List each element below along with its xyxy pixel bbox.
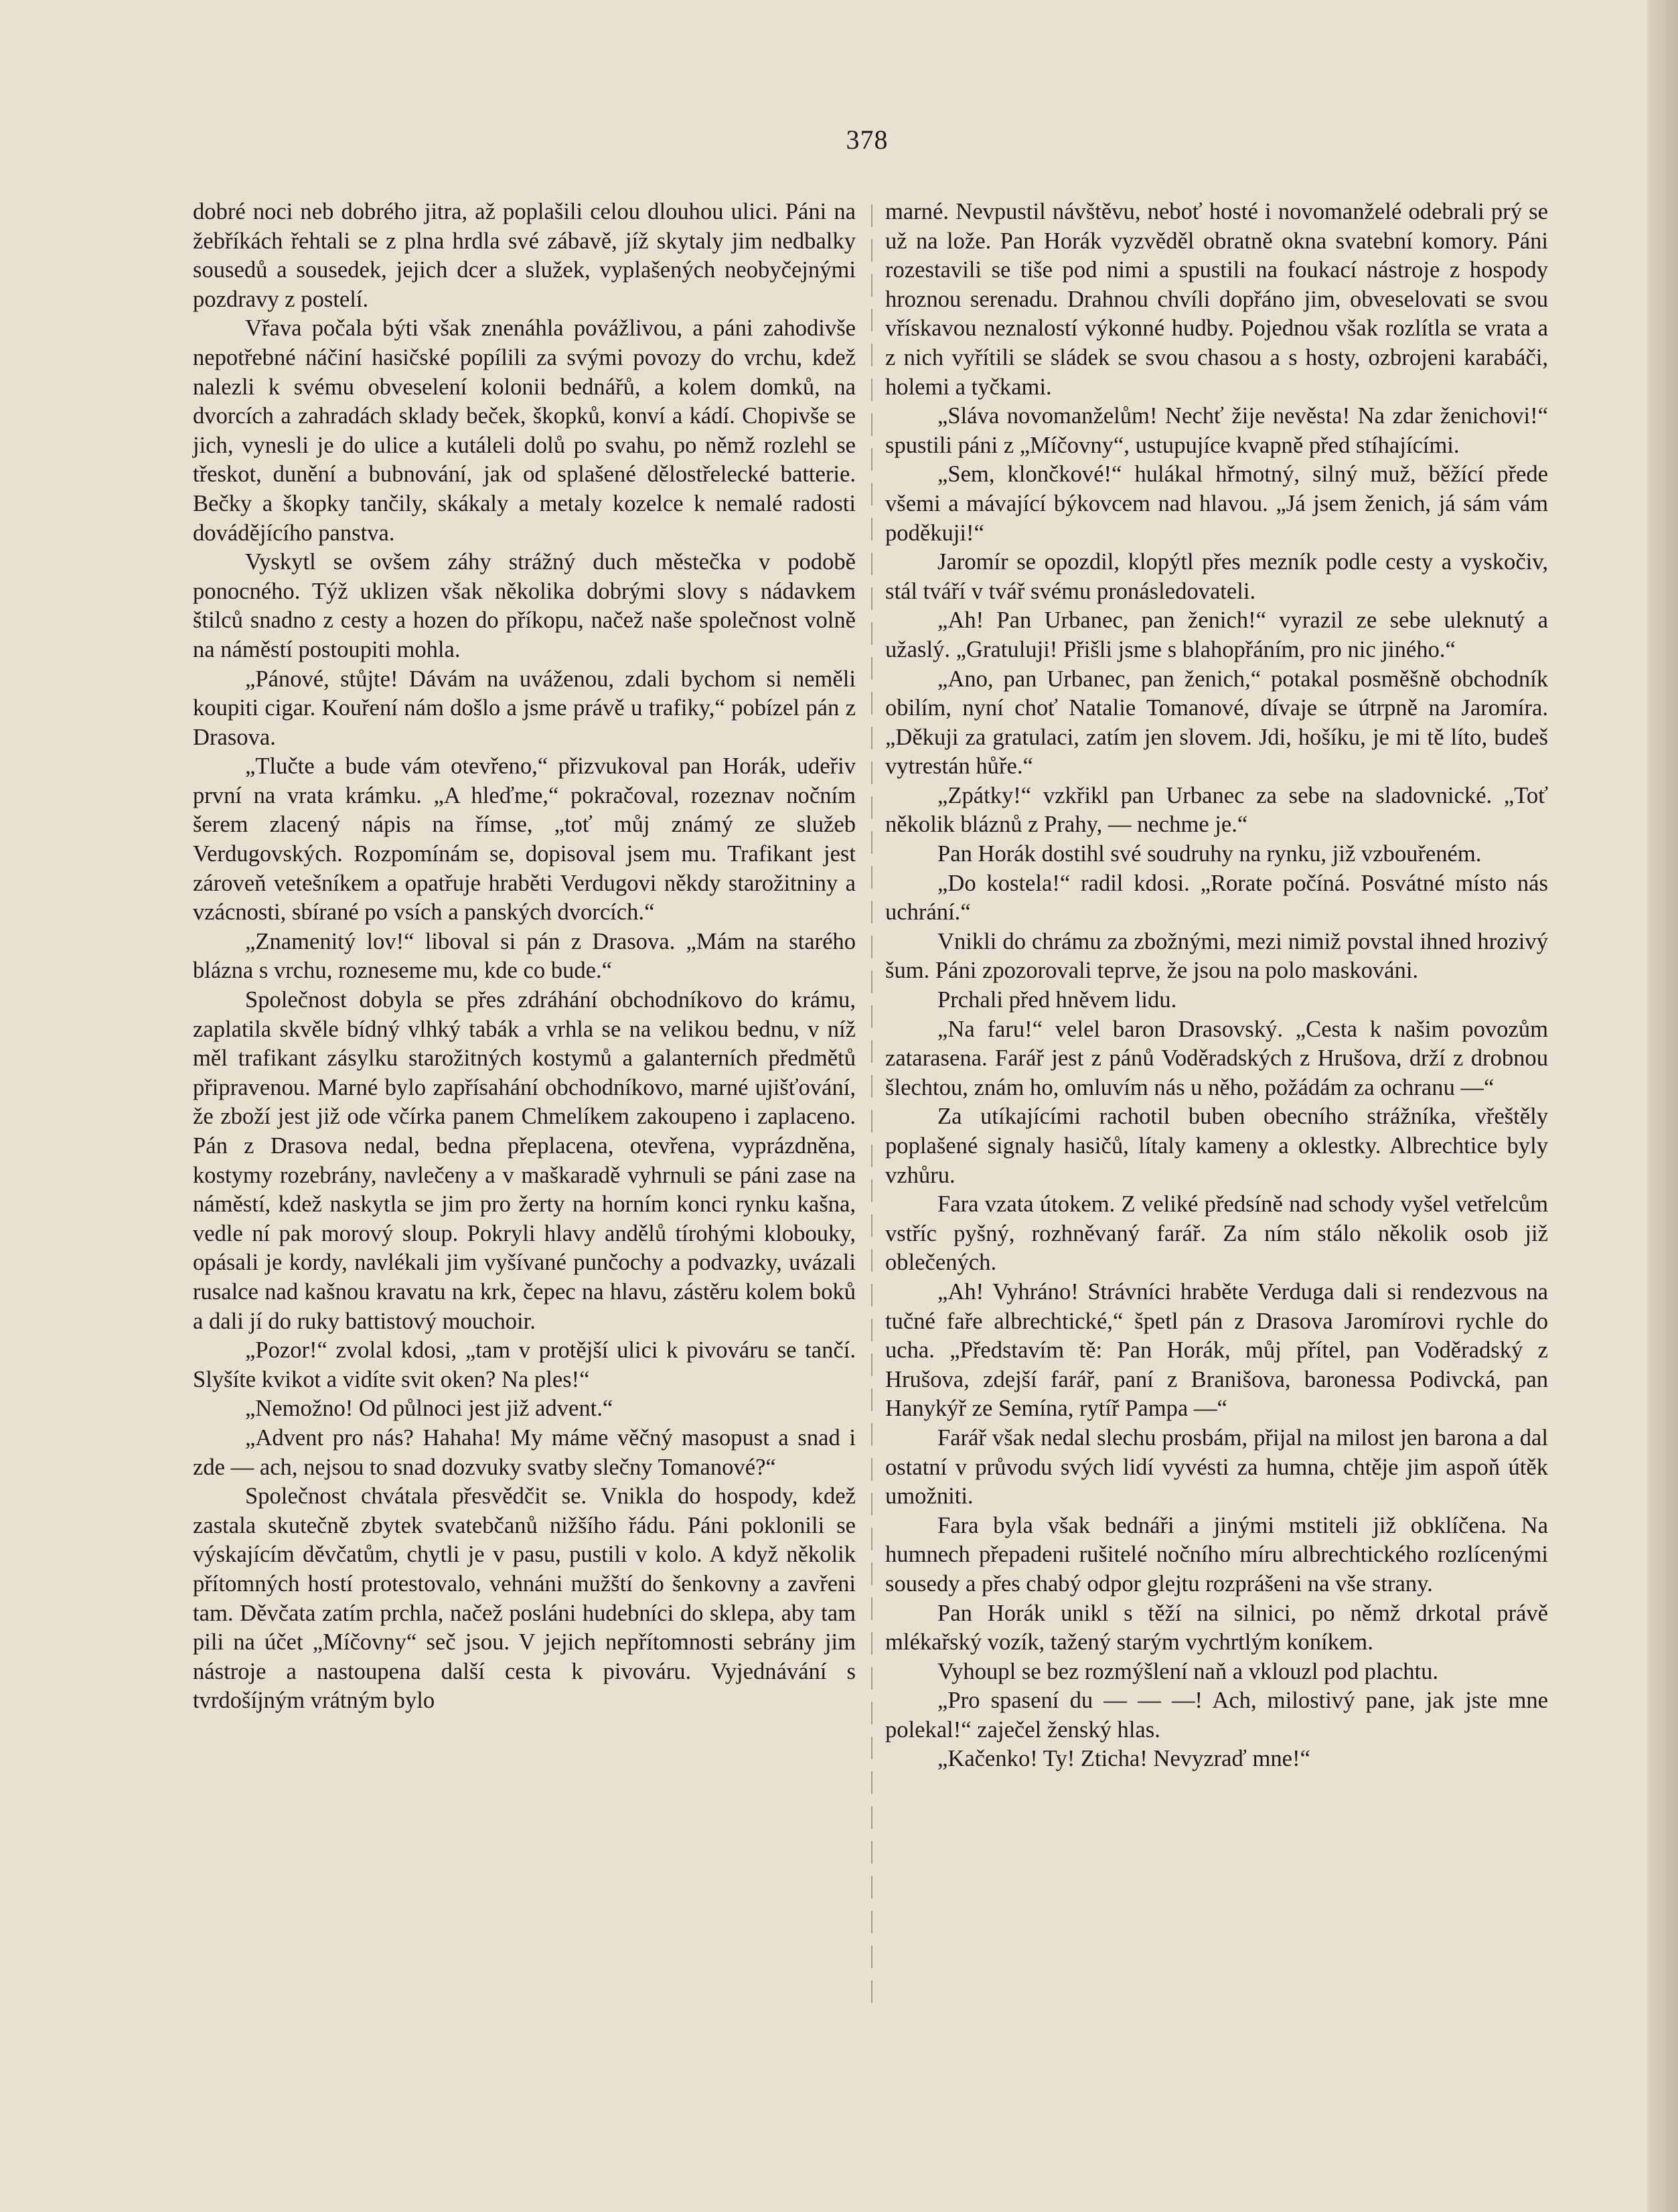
paragraph: Farář však nedal slechu prosbám, přijal na milost jen barona a dal ostatní v průvodu svých lidí vyvésti za humna, chtěje jim aspoň útěk umožniti. (885, 1424, 1548, 1509)
paragraph: Vyskytl se ovšem záhy strážný duch městečka v podobě ponocného. Týž uklizen však několika dobrými slovy s nádavkem štilců snadno z cesty a hozen do příkopu, načež naše společnost volně na náměstí postoupiti mohla. (193, 549, 856, 662)
paragraph: Fara vzata útokem. Z veliké předsíně nad schody vyšel vetřelcům vstříc pyšný, rozhněvaný farář. Za ním stálo několik osob již oblečených. (885, 1191, 1548, 1276)
paragraph: Vyhoupl se bez rozmýšlení naň a vklouzl pod plachtu. (937, 1658, 1439, 1684)
paragraph: „Ah! Vyhráno! Strávníci hraběte Verduga dali si rendezvous na tučné faře albrechtické,“ špetl pán z Drasova Jaromírovi rychle do ucha. „Představím tě: Pan Horák, můj přítel, pan Voděradský z Hrušova, zdejší farář, paní z Branišova, baronessa Podivcká, pan Hanykýř ze Semína, rytíř Pampa —“ (885, 1278, 1548, 1422)
page-edge-shadow (1647, 0, 1678, 2212)
paragraph: „Do kostela!“ radil kdosi. „Rorate počíná. Posvátné místo nás uchrání.“ (885, 870, 1548, 926)
column-divider (871, 204, 872, 2006)
paragraph: Jaromír se opozdil, klopýtl přes mezník podle cesty a vyskočiv, stál tváří v tvář svému pronásledovateli. (885, 549, 1548, 604)
paragraph: „Pozor!“ zvolal kdosi, „tam v protější ulici k pivováru se tančí. Slyšíte kvikot a vidíte svit oken? Na ples!“ (193, 1337, 856, 1392)
paragraph: „Zpátky!“ vzkřikl pan Urbanec za sebe na sladovnické. „Toť několik bláznů z Prahy, — nechme je.“ (885, 782, 1548, 838)
paragraph: „Pro spasení du — — —! Ach, milostivý pane, jak jste mne polekal!“ zaječel ženský hlas. (885, 1688, 1548, 1743)
paragraph: „Advent pro nás? Hahaha! My máme věčný masopust a snad i zde — ach, nejsou to snad dozvuky svatby slečny Tomanové?“ (193, 1424, 856, 1480)
page-number: 378 (846, 125, 889, 155)
paragraph: „Sláva novomanželům! Nechť žije nevěsta! Na zdar ženichovi!“ spustili páni z „Míčovny“, ustupujíce kvapně před stíhajícími. (885, 403, 1548, 458)
paragraph: „Ah! Pan Urbanec, pan ženich!“ vyrazil ze sebe uleknutý a užaslý. „Gratuluji! Přišli jsme s blahopřáním, pro nic jiného.“ (885, 607, 1548, 662)
paragraph: Vnikli do chrámu za zbožnými, mezi nimiž povstal ihned hrozivý šum. Páni zpozorovali teprve, že jsou na polo maskováni. (885, 928, 1548, 984)
paragraph: „Nemožno! Od půlnoci jest již advent.“ (245, 1396, 613, 1422)
right-text-column (885, 198, 1548, 1774)
paragraph: Pan Horák unikl s těží na silnici, po němž drkotal právě mlékařský vozík, tažený starým vychrtlým koníkem. (885, 1600, 1548, 1655)
paragraph: Prchali před hněvem lidu. (937, 987, 1177, 1013)
left-text-column (193, 198, 856, 1716)
paragraph: „Znamenitý lov!“ liboval si pán z Drasova. „Mám na starého blázna s vrchu, rozneseme mu, kde co bude.“ (193, 928, 856, 984)
paragraph: „Pánové, stůjte! Dávám na uváženou, zdali bychom si neměli koupiti cigar. Kouření nám došlo a jsme právě u trafiky,“ pobízel pán z Drasova. (193, 666, 856, 750)
paragraph: Pan Horák dostihl své soudruhy na rynku, již vzbouřeném. (937, 841, 1482, 867)
paragraph: marné. Nevpustil návštěvu, neboť hosté i novomanželé odebrali prý se už na lože. Pan Horák vyzvěděl obratně okna svatební komory. Páni rozestavili se tiše pod nimi a spustili na foukací nástroje z hospody hroznou serenadu. Drahnou chvíli dopřáno jim, obveselovati se svou vřískavou neznalostí výkonné hudby. Pojednou však rozlítla se vrata a z nich vyřítili se sládek se svou chasou a s hosty, ozbrojeni karabáči, holemi a tyčkami. (885, 199, 1548, 400)
paragraph: „Na faru!“ velel baron Drasovský. „Cesta k našim povozům zatarasena. Farář jest z pánů Voděradských z Hrušova, drží z drobnou šlechtou, znám ho, omluvím nás u něho, požádám za ochranu —“ (885, 1016, 1548, 1100)
paragraph: „Kačenko! Ty! Zticha! Nevyzraď mne!“ (937, 1746, 1310, 1772)
paragraph: „Ano, pan Urbanec, pan ženich,“ potakal posměšně obchodník obilím, nyní choť Natalie Tomanové, dívaje se útrpně na Jaromíra. „Děkuji za gratulaci, zatím jen slovem. Jdi, hošíku, je mi tě líto, budeš vytrestán hůře.“ (885, 666, 1548, 780)
paragraph: „Tlučte a bude vám otevřeno,“ přizvukoval pan Horák, udeřiv první na vrata krámku. „A hleďme,“ pokračoval, rozeznav nočním šerem zlacený nápis na římse, „toť můj známý ze služeb Verdugovských. Rozpomínám se, dopisoval jsem mu. Trafikant jest zároveň vetešníkem a opatřuje hraběti Verdugovi někdy starožitniny a vzácnosti, sbírané po vsích a panských dvorcích.“ (193, 753, 856, 926)
paragraph: „Sem, klončkové!“ hulákal hřmotný, silný muž, běžící přede všemi a mávající býkovcem nad hlavou. „Já jsem ženich, já sám vám poděkuji!“ (885, 461, 1548, 546)
paragraph: Společnost chvátala přesvědčit se. Vnikla do hospody, kdež zastala skutečně zbytek svatebčanů nižšího řádu. Páni poklonili se výskajícím děvčatům, chytli je v pasu, pustili v kolo. A když několik přítomných hostí protestovalo, vehnáni mužští do šenkovny a zavřeni tam. Děvčata zatím prchla, načež posláni hudebníci do sklepa, aby tam pili na účet „Míčovny“ seč jsou. V jejich nepřítomnosti sebrány jim nástroje a nastoupena další cesta k pivováru. Vyjednávání s tvrdošíjným vrátným bylo (193, 1483, 856, 1714)
paragraph: Společnost dobyla se přes zdráhání obchodníkovo do krámu, zaplatila skvěle bídný vlhký tabák a vrhla se na velikou bednu, v níž měl trafikant zásylku starožitných kostymů a galanterních předmětů připravenou. Marné bylo zapřísahání obchodníkovo, marné ujišťování, že zboží jest již ode včírka panem Chmelíkem zakoupeno i zaplaceno. Pán z Drasova nedal, bedna přeplacena, otevřena, vyprázdněna, kostymy rozebrány, navlečeny a v maškaradě vyhrnuli se páni zase na náměstí, kdež naskytla se jim pro žerty na horním konci rynku kašna, vedle ní pak morový sloup. Pokryli hlavy andělů tírohými klobouky, opásali je kordy, navlékali jim vyšívané punčochy a podvazky, uvázali rusalce nad kašnou kravatu na krk, čepec na hlavu, zástěru kolem boků a dali jí do ruky battistový mouchoir. (193, 987, 856, 1334)
paragraph: Vřava počala býti však znenáhla povážlivou, a páni zahodivše nepotřebné náčiní hasičské popílili za svými povozy do vrchu, kdež nalezli k svému obveselení kolonii bednářů, a kolem domků, na dvorcích a zahradách sklady beček, škopků, konví a kádí. Chopivše se jich, vynesli je do ulice a kutáleli dolů po svahu, po němž rozlehl se třeskot, dunění a bubnování, jak od splašené dělostřelecké batterie. Bečky a škopky tančily, skákaly a metaly kozelce k nemalé radosti dovádějícího panstva. (193, 315, 856, 546)
paragraph: dobré noci neb dobrého jitra, až poplašili celou dlouhou ulici. Páni na žebříkách řehtali se z plna hrdla své zábavě, jíž skytaly jim nedbalky sousedů a sousedek, jejich dcer a služek, vyplašených neobyčejnými pozdravy z postelí. (193, 199, 856, 312)
paragraph: Fara byla však bednáři a jinými mstiteli již obklíčena. Na humnech přepadeni rušitelé nočního míru albrechtického rozlícenými sousedy a přes chabý odpor glejtu rozprášeni na vše strany. (885, 1512, 1548, 1597)
paragraph: Za utíkajícími rachotil buben obecního strážníka, vřeštěly poplašené signaly hasičů, lítaly kameny a oklestky. Albrechtice byly vzhůru. (885, 1104, 1548, 1188)
